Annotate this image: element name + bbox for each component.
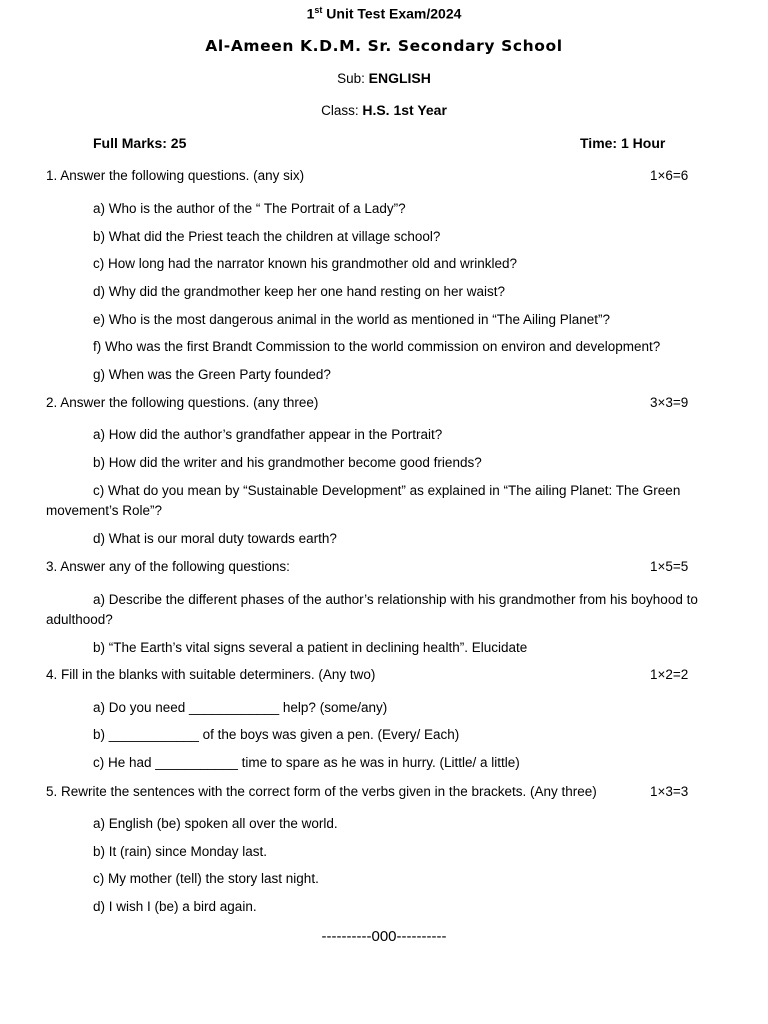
question-2-title: 2. Answer the following questions. (any three) <box>46 395 319 410</box>
question-1e: e) Who is the most dangerous animal in the world as mentioned in “The Ailing Planet”? <box>93 312 611 327</box>
question-1a: a) Who is the author of the “ The Portrait of a Lady”? <box>93 201 406 216</box>
question-4a: a) Do you need ____________ help? (some/any) <box>93 700 388 715</box>
question-1f: f) Who was the first Brandt Commission to the world commission on environ and development? <box>93 339 661 354</box>
subject-line <box>0 70 768 86</box>
question-5-title: 5. Rewrite the sentences with the correct form of the verbs given in the brackets. (Any three) <box>46 784 597 799</box>
exam-title <box>0 5 768 22</box>
question-1b: b) What did the Priest teach the children at village school? <box>93 229 441 244</box>
exam-time: Time: 1 Hour <box>580 135 666 151</box>
question-3-marks: 1×5=5 <box>650 559 689 574</box>
question-4b: b) ____________ of the boys was given a pen. (Every/ Each) <box>93 727 460 742</box>
question-2-marks: 3×3=9 <box>650 395 689 410</box>
class-label: Class: <box>321 103 363 118</box>
class-value: H.S. 1st Year <box>362 102 447 118</box>
exam-ordinal: st <box>314 5 323 15</box>
question-1-title: 1. Answer the following questions. (any six) <box>46 168 305 183</box>
question-5-marks: 1×3=3 <box>650 784 689 799</box>
question-3a: a) Describe the different phases of the author’s relationship with his grandmother from his boyhood to adulthood? <box>46 592 698 627</box>
exam-title-text: Unit Test Exam/2024 <box>322 5 462 22</box>
question-2a: a) How did the author’s grandfather appear in the Portrait? <box>93 427 443 442</box>
class-line <box>0 102 768 118</box>
question-2b: b) How did the writer and his grandmother become good friends? <box>93 455 482 470</box>
question-5d: d) I wish I (be) a bird again. <box>93 899 257 914</box>
question-4c: c) He had ___________ time to spare as he was in hurry. (Little/ a little) <box>93 755 520 770</box>
full-marks: Full Marks: 25 <box>93 135 187 151</box>
question-1c: c) How long had the narrator known his grandmother old and wrinkled? <box>93 256 517 271</box>
question-4-marks: 1×2=2 <box>650 667 689 682</box>
question-3b: b) “The Earth’s vital signs several a patient in declining health”. Elucidate <box>93 640 528 655</box>
question-5c: c) My mother (tell) the story last night. <box>93 871 319 886</box>
question-3-title: 3. Answer any of the following questions: <box>46 559 290 574</box>
question-2c: c) What do you mean by “Sustainable Development” as explained in “The ailing Planet: The Green movement’s Role”? <box>46 483 681 518</box>
school-name: Al-Ameen K.D.M. Sr. Secondary School <box>205 37 563 55</box>
question-5a: a) English (be) spoken all over the world. <box>93 816 338 831</box>
question-1d: d) Why did the grandmother keep her one hand resting on her waist? <box>93 284 505 299</box>
question-1-marks: 1×6=6 <box>650 168 689 183</box>
question-2d: d) What is our moral duty towards earth? <box>93 531 337 546</box>
end-marker: ----------000---------- <box>321 928 447 945</box>
subject-value: ENGLISH <box>368 70 431 86</box>
question-1g: g) When was the Green Party founded? <box>93 367 331 382</box>
exam-number: 1 <box>306 5 315 22</box>
subject-label: Sub: <box>337 71 369 86</box>
question-5b: b) It (rain) since Monday last. <box>93 844 268 859</box>
question-4-title: 4. Fill in the blanks with suitable determiners. (Any two) <box>46 667 376 682</box>
